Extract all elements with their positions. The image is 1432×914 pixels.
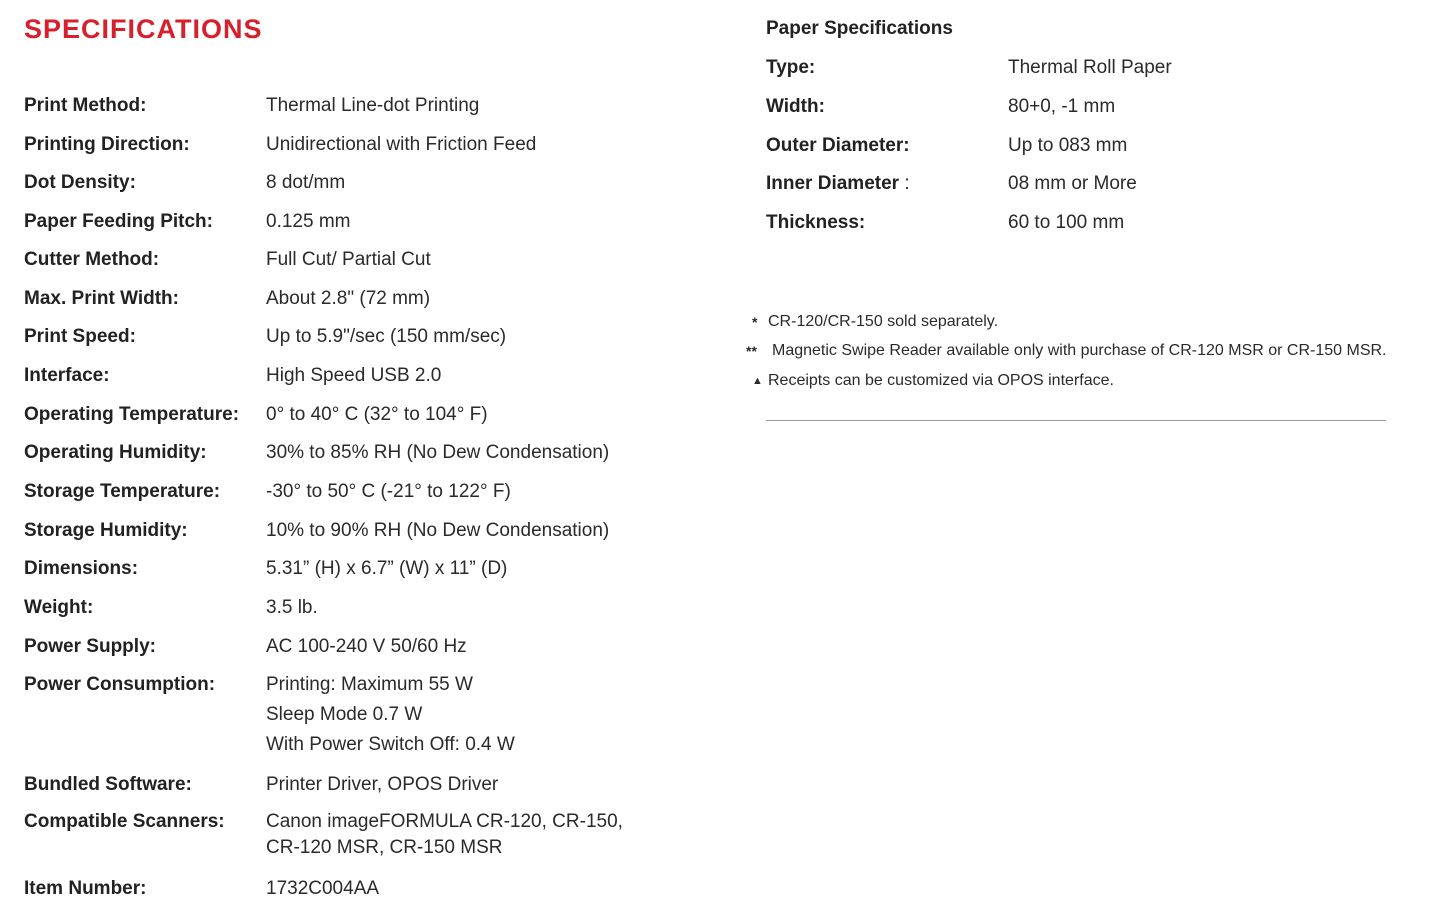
footnote-text: Magnetic Swipe Reader available only with purchase of CR-120 MSR or CR-150 MSR.: [772, 342, 1387, 359]
spec-label: Item Number:: [24, 878, 147, 899]
spec-value: AC 100-240 V 50/60 Hz: [266, 636, 467, 657]
spec-label: Print Method:: [24, 95, 147, 116]
spec-label: Dimensions:: [24, 558, 139, 579]
spec-label: Operating Temperature:: [24, 404, 240, 425]
paper-specs-title: Paper Specifications: [766, 18, 953, 39]
spec-label: Weight:: [24, 597, 94, 618]
spec-value: Thermal Line-dot Printing: [266, 95, 480, 116]
divider: [766, 420, 1386, 421]
spec-value-line: Printing: Maximum 55 W: [266, 674, 473, 695]
footnote-mark: ▲: [752, 375, 763, 387]
paper-value: Thermal Roll Paper: [1008, 57, 1172, 78]
spec-label: Operating Humidity:: [24, 442, 207, 463]
spec-label: Printing Direction:: [24, 134, 190, 155]
paper-value: 80+0, -1 mm: [1008, 96, 1116, 117]
spec-value: Up to 5.9"/sec (150 mm/sec): [266, 326, 507, 347]
paper-label-suffix: :: [899, 173, 910, 194]
spec-value: Full Cut/ Partial Cut: [266, 249, 431, 270]
paper-value: 08 mm or More: [1008, 173, 1137, 194]
spec-value: 10% to 90% RH (No Dew Condensation): [266, 520, 610, 541]
spec-value: 0.125 mm: [266, 211, 351, 232]
spec-value-line: Canon imageFORMULA CR-120, CR-150,: [266, 811, 623, 832]
spec-value: 3.5 lb.: [266, 597, 318, 618]
paper-label: Thickness:: [766, 212, 866, 233]
spec-label: Max. Print Width:: [24, 288, 179, 309]
paper-value: 60 to 100 mm: [1008, 212, 1125, 233]
spec-value: -30° to 50° C (-21° to 122° F): [266, 481, 511, 502]
spec-label: Compatible Scanners:: [24, 811, 225, 832]
spec-label: Bundled Software:: [24, 774, 192, 795]
spec-value: 0° to 40° C (32° to 104° F): [266, 404, 488, 425]
spec-value: [266, 809, 623, 861]
spec-value: High Speed USB 2.0: [266, 365, 442, 386]
spec-value: 1732C004AA: [266, 878, 380, 899]
spec-label: Dot Density:: [24, 172, 136, 193]
spec-label: Print Speed:: [24, 326, 136, 347]
spec-value: 8 dot/mm: [266, 172, 346, 193]
paper-label: Width:: [766, 96, 825, 117]
footnote-text: CR-120/CR-150 sold separately.: [768, 313, 999, 330]
spec-value-line: With Power Switch Off: 0.4 W: [266, 734, 515, 755]
spec-value: 30% to 85% RH (No Dew Condensation): [266, 442, 610, 463]
spec-value-line: Sleep Mode 0.7 W: [266, 704, 423, 725]
spec-value: 5.31” (H) x 6.7” (W) x 11” (D): [266, 558, 508, 579]
spec-label: Cutter Method:: [24, 249, 160, 270]
paper-label: [766, 169, 910, 199]
spec-label: Power Consumption:: [24, 674, 216, 695]
page-title: SPECIFICATIONS: [24, 14, 263, 44]
paper-label: Type:: [766, 57, 816, 78]
footnote-mark: *: [752, 314, 758, 330]
spec-value: [266, 670, 515, 760]
footnote-mark: **: [746, 343, 757, 359]
spec-label: Storage Humidity:: [24, 520, 188, 541]
spec-value: Unidirectional with Friction Feed: [266, 134, 537, 155]
spec-value: About 2.8" (72 mm): [266, 288, 431, 309]
spec-label: Paper Feeding Pitch:: [24, 211, 213, 232]
paper-label: Outer Diameter:: [766, 135, 910, 156]
footnote-text: Receipts can be customized via OPOS interface.: [768, 372, 1114, 389]
spec-value-line: CR-120 MSR, CR-150 MSR: [266, 837, 503, 858]
paper-value: Up to 083 mm: [1008, 135, 1128, 156]
spec-label: Power Supply:: [24, 636, 156, 657]
spec-label: Storage Temperature:: [24, 481, 221, 502]
paper-label-text: Inner Diameter: [766, 173, 900, 194]
spec-value: Printer Driver, OPOS Driver: [266, 774, 499, 795]
spec-label: Interface:: [24, 365, 110, 386]
